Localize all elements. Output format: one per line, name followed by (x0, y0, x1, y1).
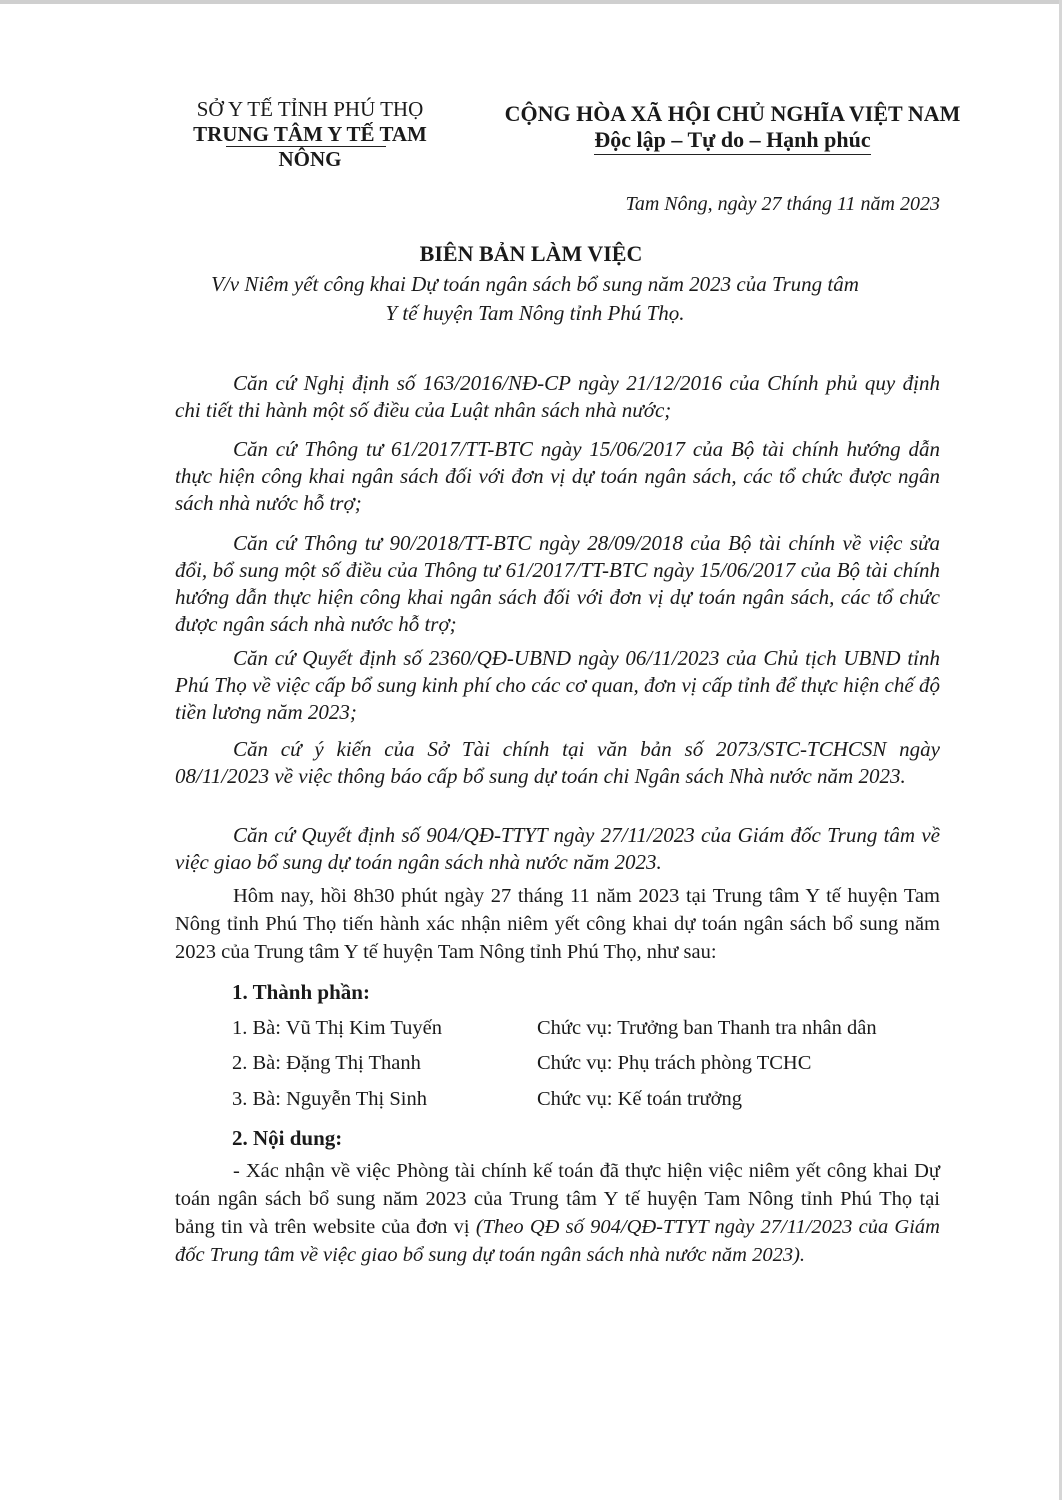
place-date: Tam Nông, ngày 27 tháng 11 năm 2023 (625, 193, 940, 215)
agency-underline (226, 146, 386, 147)
participant-role: Chức vụ: Trưởng ban Thanh tra nhân dân (537, 1017, 877, 1039)
content-reference-note: (Theo QĐ số 904/QĐ-TTYT ngày 27/11/2023 của Giám đốc Trung tâm về việc giao bổ sung dự toán ngân sách nhà nước năm 2023). (175, 1216, 940, 1266)
legal-basis-item: Căn cứ Quyết định số 904/QĐ-TTYT ngày 27/11/2023 của Giám đốc Trung tâm về việc giao bổ sung dự toán ngân sách nhà nước năm 2023. (175, 823, 940, 874)
intro-paragraph: Hôm nay, hồi 8h30 phút ngày 27 tháng 11 năm 2023 tại Trung tâm Y tế huyện Tam Nông tỉnh Phú Thọ tiến hành xác nhận niêm yết công khai dự toán ngân sách bổ sung năm 2023 của Trung tâm Y tế huyện Tam Nông tỉnh Phú Thọ, như sau: (175, 885, 940, 963)
participant-name: 2. Bà: Đặng Thị Thanh (232, 1052, 421, 1074)
participant-name: 3. Bà: Nguyễn Thị Sinh (232, 1088, 427, 1110)
legal-basis-item: Căn cứ Nghị định số 163/2016/NĐ-CP ngày 21/12/2016 của Chính phủ quy định chi tiết thi hành một số điều của Luật nhân sách nhà nước; (175, 371, 940, 422)
legal-basis-item: Căn cứ Quyết định số 2360/QĐ-UBND ngày 06/11/2023 của Chủ tịch UBND tỉnh Phú Thọ về việc cấp bổ sung kinh phí cho các cơ quan, đơn vị cấp tỉnh để thực hiện chế độ tiền lương năm 2023; (175, 646, 940, 724)
country-name: CỘNG HÒA XÃ HỘI CHỦ NGHĨA VIỆT NAM (504, 101, 961, 126)
scan-edge-top (0, 0, 1062, 4)
agency-name: TRUNG TÂM Y TẾ TAM NÔNG (193, 122, 427, 171)
national-motto-header (495, 101, 970, 155)
document-subject: V/v Niêm yết công khai Dự toán ngân sách bổ sung năm 2023 của Trung tâm Y tế huyện Tam Nông tỉnh Phú Thọ. (211, 272, 859, 325)
issuing-agency-header (160, 97, 460, 172)
document-title: BIÊN BẢN LÀM VIỆC (419, 241, 643, 266)
participant-name: 1. Bà: Vũ Thị Kim Tuyến (232, 1017, 442, 1039)
national-motto: Độc lập – Tự do – Hạnh phúc (594, 127, 870, 155)
participant-role: Chức vụ: Kế toán trưởng (537, 1088, 742, 1110)
section-participants-heading: 1. Thành phần: (232, 980, 370, 1004)
content-paragraph (175, 1157, 940, 1269)
content-main-text: - Xác nhận về việc Phòng tài chính kế toán đã thực hiện việc niêm yết công khai Dự toán ngân sách bổ sung năm 2023 của Trung tâm Y tế huyện Tam Nông tỉnh Phú Thọ tại bảng tin và trên website của đơn vị (175, 1160, 940, 1238)
legal-basis-item: Căn cứ Thông tư 90/2018/TT-BTC ngày 28/09/2018 của Bộ tài chính về việc sửa đổi, bổ sung một số điều của Thông tư 61/2017/TT-BTC ngày 15/06/2017 của Bộ tài chính hướng dẫn thực hiện công khai ngân sách đối với đơn vị dự toán ngân sách, các tổ chức được ngân sách nhà nước hỗ trợ; (175, 531, 940, 636)
section-content-heading: 2. Nội dung: (232, 1126, 343, 1150)
agency-parent: SỞ Y TẾ TỈNH PHÚ THỌ (196, 97, 424, 121)
legal-basis-item: Căn cứ Thông tư 61/2017/TT-BTC ngày 15/06/2017 của Bộ tài chính hướng dẫn thực hiện công khai ngân sách đối với đơn vị dự toán ngân sách, các tổ chức được ngân sách nhà nước hỗ trợ; (175, 437, 940, 515)
legal-basis-item: Căn cứ ý kiến của Sở Tài chính tại văn bản số 2073/STC-TCHCSN ngày 08/11/2023 về việc thông báo cấp bổ sung dự toán chi Ngân sách Nhà nước năm 2023. (175, 737, 940, 788)
participant-role: Chức vụ: Phụ trách phòng TCHC (537, 1052, 812, 1074)
